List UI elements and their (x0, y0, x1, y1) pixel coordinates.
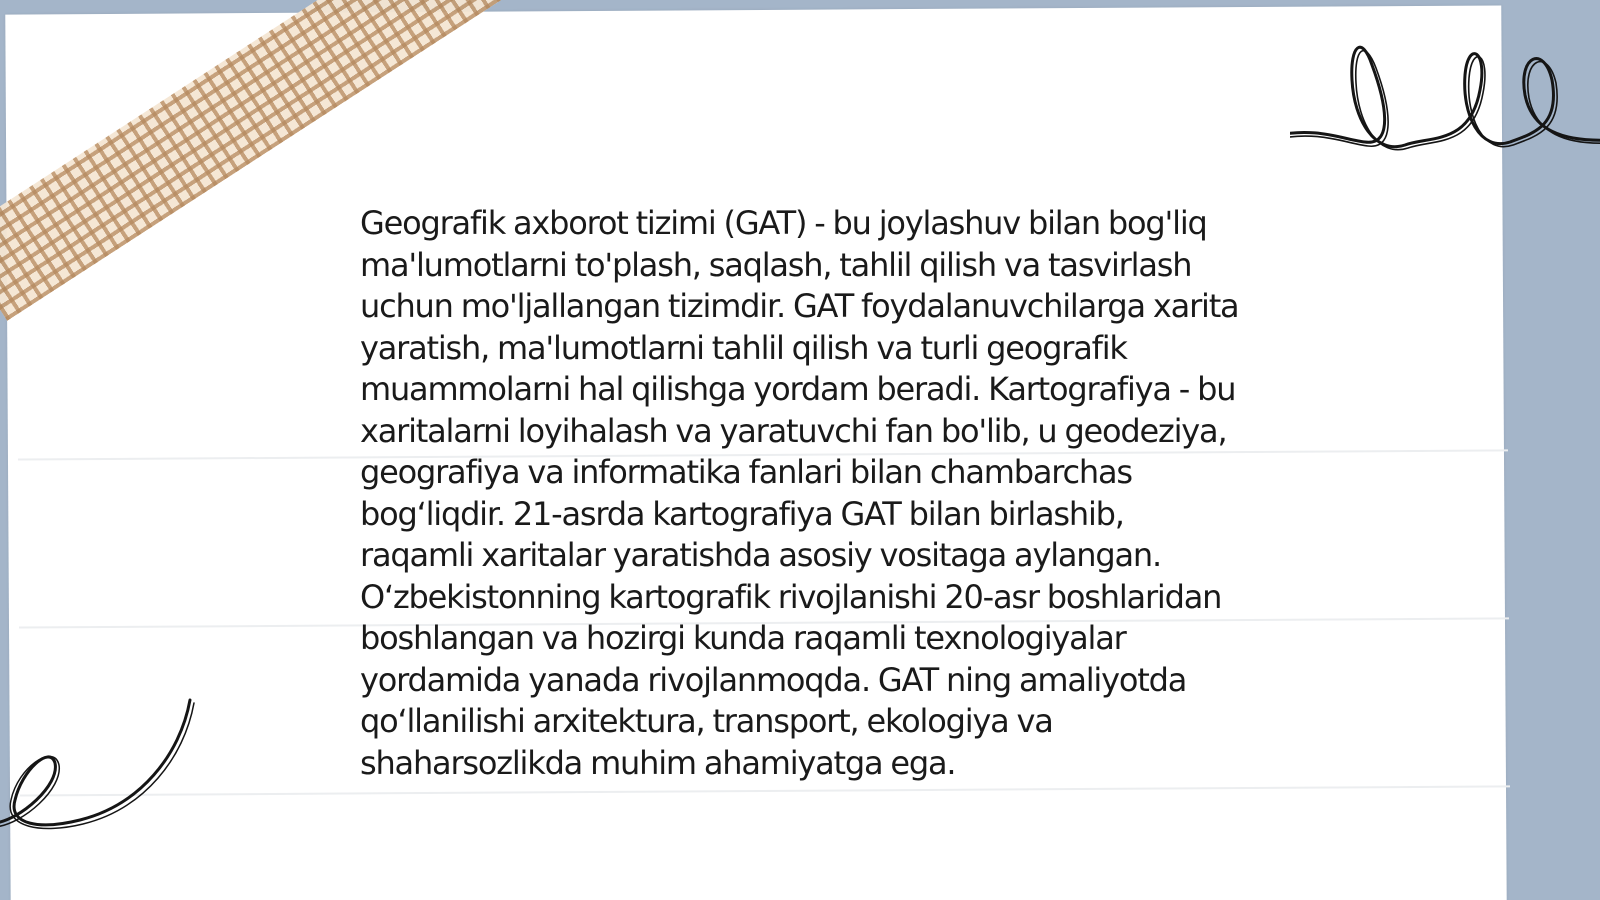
swoosh-doodle-icon (0, 695, 200, 855)
scribble-doodle-icon (1290, 30, 1600, 165)
body-paragraph: Geografik axborot tizimi (GAT) - bu joylashuv bilan bog'liq ma'lumotlarni to'plash, saqlash, tahlil qilish va tasvirlash uchun mo'ljallangan tizimdir. GAT foydalanuvchilarga xarita yaratish, ma'lumotlarni tahlil qilish va turli geografik muammolarni hal qilishga yordam beradi. Kartografiya - bu xaritalarni loyihalash va yaratuvchi fan bo'lib, u geodeziya, geografiya va informatika fanlari bilan chambarchas bog‘liqdir. 21-asrda kartografiya GAT bilan birlashib, raqamli xaritalar yaratishda asosiy vositaga aylangan. O‘zbekistonning kartografik rivojlanishi 20-asr boshlaridan boshlangan va hozirgi kunda raqamli texnologiyalar yordamida yanada rivojlanmoqda. GAT ning amaliyotda qo‘llanilishi arxitektura, transport, ekologiya va shaharsozlikda muhim ahamiyatga ega. (360, 204, 1239, 782)
ruled-line (20, 785, 1510, 796)
